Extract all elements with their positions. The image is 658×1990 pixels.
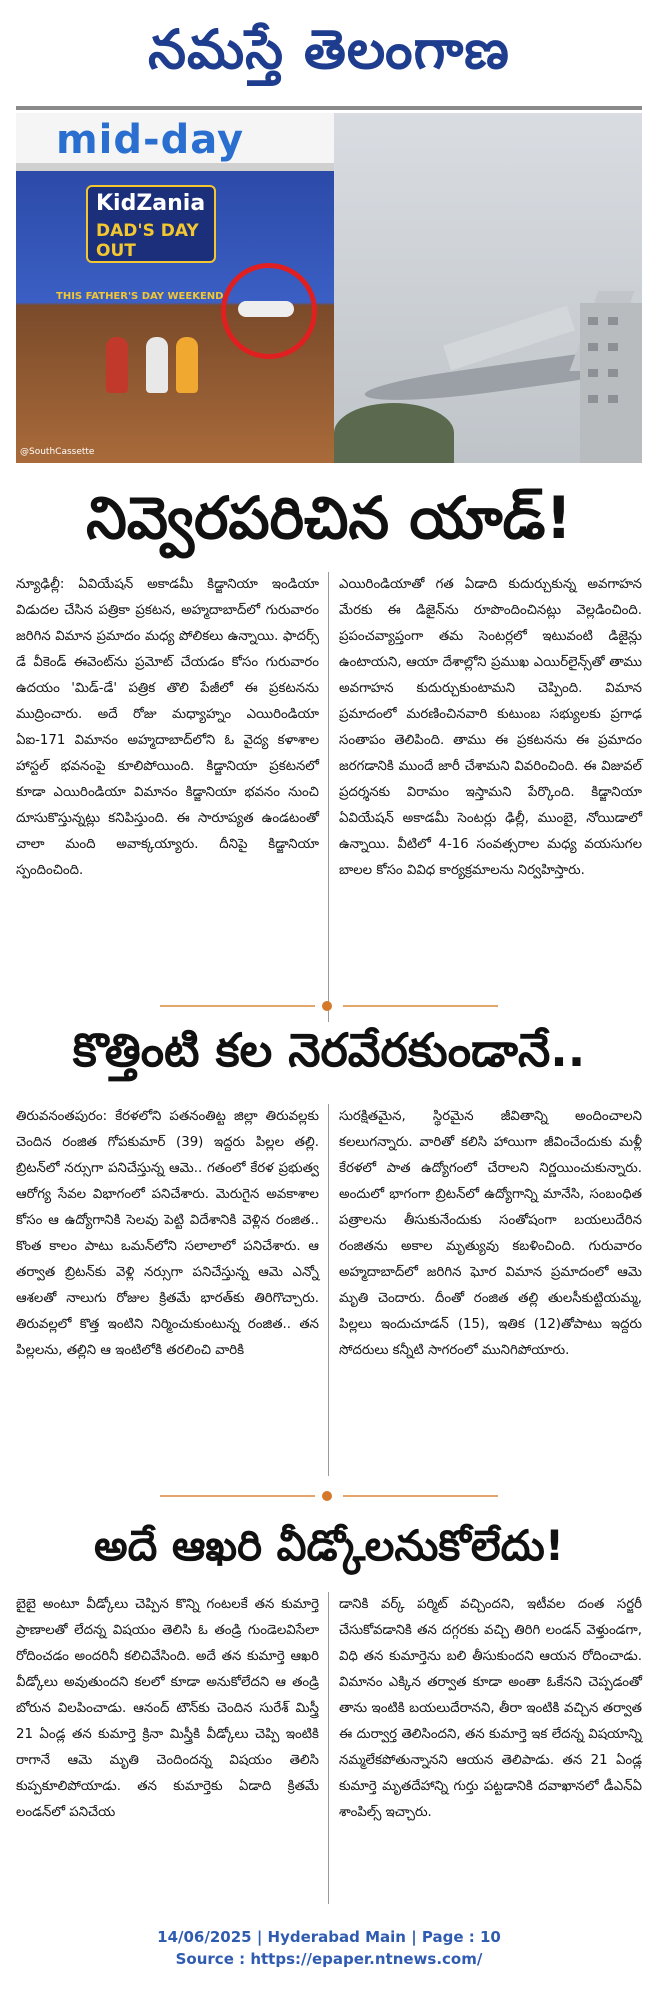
- column-divider: [328, 1104, 329, 1476]
- hostel-building: [580, 303, 642, 463]
- person-figure: [146, 337, 168, 393]
- midday-logo: mid-day: [56, 117, 245, 163]
- edition-info: 14/06/2025 | Hyderabad Main | Page : 10: [157, 1928, 501, 1946]
- article1-right-column: ఎయిరిండియాతో గత ఏడాది కుదుర్చుకున్న అవగాహన మేరకు ఈ డిజైన్‌ను రూపొందించినట్లు వెల్లడించింది. ప్రపంచవ్యాప్తంగా తమ సెంటర్లలో ఇటువంటి డిజైన్లు ఉంటాయని, ఆయా దేశాల్లోని ప్రముఖ ఎయిర్‌లైన్స్‌తో తాము అవగాహన కుదుర్చుకుంటామని చెప్పింది. విమాన ప్రమాదంలో మరణించినవారి కుటుంబ సభ్యులకు ప్రగాఢ సంతాపం తెలిపింది. తాము ఈ ప్రకటనను ఈ ప్రమాదం జరగడానికి ముందే జారీ చేశామని వివరించింది. ఈ విజువల్ ప్రదర్శనకు విరామం ఇస్తామని పేర్కొంది. కిడ్జానియా ఏవియేషన్ అకాడమీ సెంటర్లు ఢిల్లీ, ముంబై, నోయిడాలో ఉన్నాయి. వీటిలో 4-16 సంవత్సరాల మధ్య వయసుగల బాలల కోసం వివిధ కార్యక్రమాలను నిర్వహిస్తారు.: [339, 577, 642, 878]
- article3-headline: అదే ఆఖరి వీడ్కోలనుకోలేదు!: [94, 1521, 564, 1570]
- window: [608, 317, 618, 325]
- midday-strip: [16, 163, 334, 171]
- window: [608, 343, 618, 351]
- crash-photo: [334, 113, 642, 463]
- masthead: [0, 0, 658, 110]
- midday-header: [16, 113, 334, 171]
- section-divider: [160, 1490, 498, 1502]
- article3-right-column: డానికి వర్క్ పర్మిట్ వచ్చిందని, ఇటీవల దంత సర్జరీ చేసుకోవడానికి తన దగ్గరకు వచ్చి తిరిగి లండన్ వెళ్తుండగా, విధి తన కుమార్తెను బలి తీసుకుందని ఆయన రోదించాడు. విమానం ఎక్కిన తర్వాత కూడా అంతా ఓకేనని చెప్పడంతో తాను ఇంటికి బయలుదేరానని, తీరా ఇంటికి వచ్చిన తర్వాత ఈ దుర్వార్త తెలిసిందని, తన కుమార్తె ఇక లేదన్న విషయాన్ని నమ్మలేకపోతున్నానని ఆయన తెలిపాడు. తన 21 ఏండ్ల కుమార్తె మృతదేహాన్ని గుర్తు పట్టడానికి దవాఖానలో డీఎన్‌ఏ శాంపిల్స్ ఇచ్చారు.: [339, 1597, 642, 1820]
- window: [588, 369, 598, 377]
- article1-headline: నివ్వెరపరిచిన యాడ్!: [86, 484, 572, 552]
- column-divider: [328, 572, 329, 1022]
- highlight-circle: [221, 263, 317, 359]
- page-footer: [0, 1926, 658, 1970]
- source-link[interactable]: Source : https://epaper.ntnews.com/: [175, 1950, 483, 1968]
- tree: [334, 403, 454, 463]
- window: [588, 395, 598, 403]
- kidzania-subline: THIS FATHER'S DAY WEEKEND: [56, 291, 224, 302]
- masthead-rule: [16, 106, 642, 110]
- article2-right-column: సురక్షితమైన, స్థిరమైన జీవితాన్ని అందించాలని కలలుగన్నారు. వారితో కలిసి హాయిగా జీవించేందుకు మళ్లీ కేరళలో పాత ఉద్యోగంలో చేరాలని నిర్ణయించుకున్నారు. అందులో భాగంగా బ్రిటన్‌లో ఉద్యోగాన్ని మానేసి, సంబంధిత పత్రాలను తీసుకునేందుకు సంతోషంగా బయలుదేరిన రంజితను అకాల మృత్యువు కబళించింది. గురువారం అహ్మదాబాద్‌లో జరిగిన ఘోర విమాన ప్రమాదంలో ఆమె మృతి చెందారు. దీంతో రంజిత తల్లి తులసీకుట్టియమ్మ, పిల్లలు ఇందుచూడన్ (15), ఇతిక (12)తోపాటు ఇద్దరు సోదరులు కన్నీటి సాగరంలో మునిగిపోయారు.: [339, 1109, 642, 1358]
- window: [608, 395, 618, 403]
- photo-credit: @SouthCassette: [20, 447, 95, 457]
- person-figure: [176, 337, 198, 393]
- article2-left-column: తిరువనంతపురం: కేరళలోని పతనంతిట్ట జిల్లా తిరువల్లకు చెందిన రంజిత గోపకుమార్ (39) ఇద్దరు పిల్లల తల్లి. బ్రిటన్‌లో నర్సుగా పనిచేస్తున్న ఆమె.. గతంలో కేరళ ప్రభుత్వ ఆరోగ్య సేవల విభాగంలో పనిచేశారు. మెరుగైన అవకాశాల కోసం ఆ ఉద్యోగానికి సెలవు పెట్టి విదేశానికి వెళ్లిన రంజిత.. కొంత కాలం పాటు ఒమన్‌లోని సలాలాలో పనిచేశారు. ఆ తర్వాత బ్రిటన్‌కు వెళ్లి నర్సుగా పనిచేస్తున్న ఆమె ఎన్నో ఆశలతో నాలుగు రోజుల క్రితమే భారత్‌కు తిరిగొచ్చారు. తిరువల్లలో కొత్త ఇంటిని నిర్మించుకుంటున్న రంజిత.. తన పిల్లలను, తల్లిని ఆ ఇంటిలోకి తరలించి వారికి: [16, 1109, 319, 1358]
- window: [608, 369, 618, 377]
- person-figure: [106, 337, 128, 393]
- midday-ad-photo: [16, 113, 334, 463]
- kidzania-banner: [86, 185, 216, 263]
- window: [588, 343, 598, 351]
- article2-headline: కొత్తింటి కల నెరవేరకుండానే..: [72, 1023, 586, 1077]
- section-divider: [160, 1000, 498, 1012]
- newspaper-title: నమస్తే తెలంగాణ: [148, 17, 510, 81]
- kidzania-banner-text: DAD'S DAY OUT: [96, 221, 199, 261]
- article1-left-column: న్యూఢిల్లీ: ఏవియేషన్ అకాడమీ కిడ్జానియా ఇండియా విడుదల చేసిన పత్రికా ప్రకటన, అహ్మదాబాద్‌లో గురువారం జరిగిన విమాన ప్రమాదం మధ్య పోలికలు ఉన్నాయి. ఫాదర్స్ డే వీకెండ్ ఈవెంట్‌ను ప్రమోట్ చేయడం కోసం గురువారం ఉదయం 'మిడ్-డే' పత్రిక తొలి పేజీలో ఈ ప్రకటనను ముద్రించారు. అదే రోజు మధ్యాహ్నం ఎయిరిండియా ఏఐ-171 విమానం అహ్మదాబాద్‌లోని ఓ వైద్య కళాశాల హాస్టల్ భవనంపై కూలిపోయింది. కిడ్జానియా ప్రకటనలో కూడా ఎయిరిండియా విమానం కిడ్జానియా భవనం నుంచి దూసుకొస్తున్నట్లు కనిపిస్తుంది. ఈ సారూప్యత ఉండటంతో చాలా మంది అవాక్కయ్యారు. దీనిపై కిడ్జానియా స్పందించింది.: [16, 577, 319, 878]
- column-divider: [328, 1592, 329, 1904]
- window: [588, 317, 598, 325]
- kidzania-logo: KidZania: [96, 191, 206, 216]
- article3-left-column: బైబై అంటూ వీడ్కోలు చెప్పిన కొన్ని గంటలకే తన కుమార్తె ప్రాణాలతో లేదన్న విషయం తెలిసి ఓ తండ్రి గుండెలవిసేలా రోదించడం అందరినీ కలిచివేసింది. అదే తన కుమార్తె ఆఖరి వీడ్కోలు అవుతుందని కలలో కూడా అనుకోలేదని ఆ తండ్రి బోరున విలపించాడు. ఆనంద్ టౌన్‌కు చెందిన సురేశ్ మిస్త్రీ 21 ఏండ్ల తన కుమార్తె క్రినా మిస్త్రీకి వీడ్కోలు చెప్పి ఇంటికి రాగానే ఆమె మృతి చెందిందన్న విషయం తెలిసి కుప్పకూలిపోయాడు. తన కుమార్తెకు ఏడాది క్రితమే లండన్‌లో పనిచేయ: [16, 1597, 319, 1820]
